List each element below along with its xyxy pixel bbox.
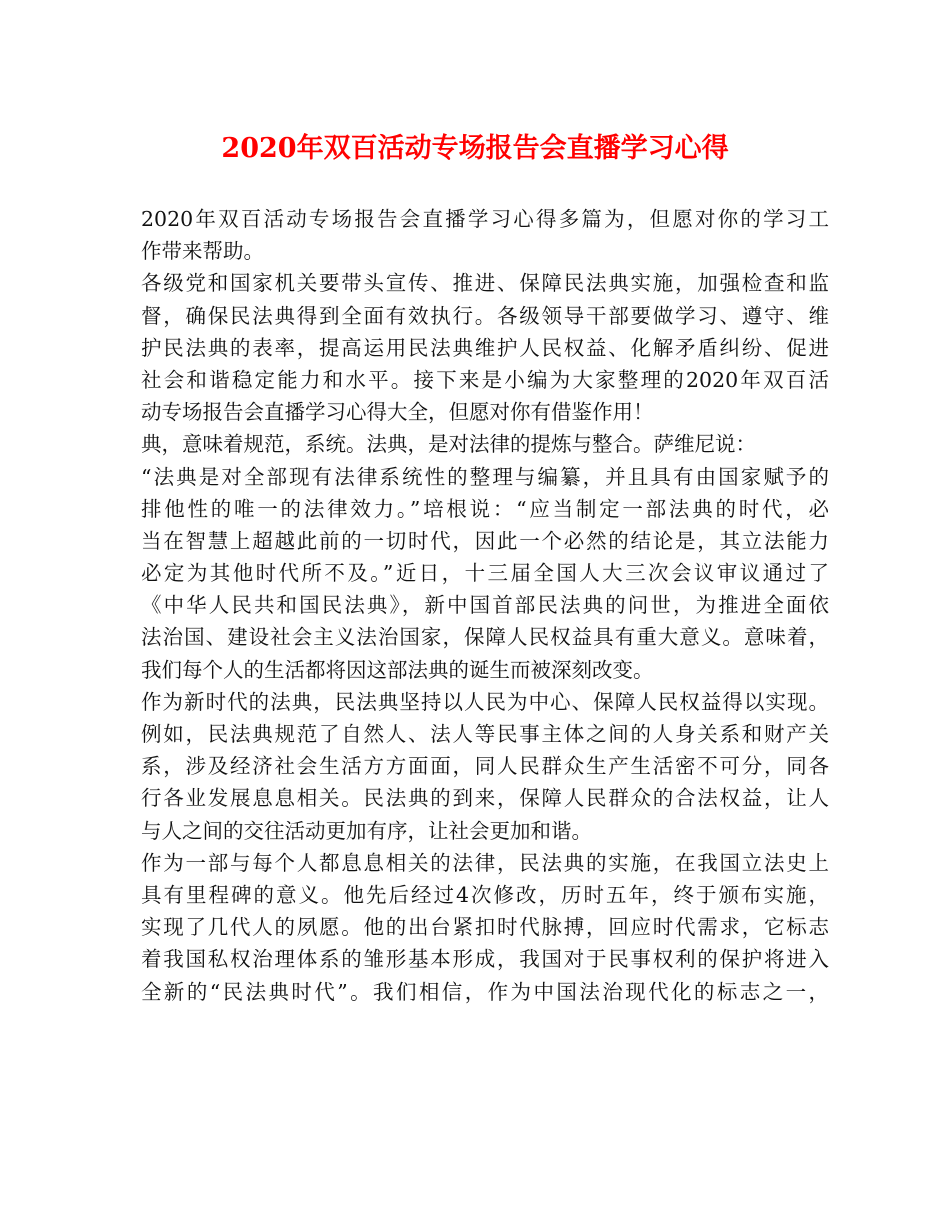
document-title: 2020年双百活动专场报告会直播学习心得 — [221, 133, 729, 164]
text-line: 作为新时代的法典，民法典坚持以人民为中心、保障人民权益得以实现。 — [141, 689, 829, 714]
text-line: 护民法典的表率，提高运用民法典维护人民权益、化解矛盾纠纷、促进 — [141, 335, 829, 360]
text-line: 必定为其他时代所不及。”近日，十三届全国人大三次会议审议通过了 — [141, 561, 829, 586]
text-line: 2020年双百活动专场报告会直播学习心得多篇为，但愿对你的学习工 — [141, 207, 829, 231]
text-line: 着我国私权治理体系的雏形基本形成，我国对于民事权利的保护将进入 — [141, 947, 829, 972]
text-line: 实现了几代人的夙愿。他的出台紧扣时代脉搏，回应时代需求，它标志 — [141, 915, 829, 940]
text-line: 排他性的唯一的法律效力。”培根说：“应当制定一部法典的时代，必 — [141, 496, 829, 521]
text-line: 各级党和国家机关要带头宣传、推进、保障民法典实施，加强检查和监 — [141, 271, 829, 296]
text-line: 作为一部与每个人都息息相关的法律，民法典的实施，在我国立法史上 — [141, 850, 829, 875]
text-line: 动专场报告会直播学习心得大全，但愿对你有借鉴作用！ — [141, 400, 654, 425]
text-line: 系，涉及经济社会生活方方面面，同人民群众生产生活密不可分，同各 — [141, 754, 829, 779]
text-line: 具有里程碑的意义。他先后经过4次修改，历时五年，终于颁布实施， — [141, 882, 829, 907]
text-line: 全新的“民法典时代”。我们相信，作为中国法治现代化的标志之一， — [141, 979, 829, 1004]
document-body — [141, 203, 829, 1008]
text-line: 作带来帮助。 — [141, 239, 264, 264]
text-line: 典，意味着规范，系统。法典，是对法律的提炼与整合。萨维尼说： — [141, 432, 756, 457]
text-line: “法典是对全部现有法律系统性的整理与编纂，并且具有由国家赋予的 — [141, 464, 829, 489]
text-line: 我们每个人的生活都将因这部法典的诞生而被深刻改变。 — [141, 657, 654, 682]
text-line: 《中华人民共和国民法典》，新中国首部民法典的问世，为推进全面依 — [141, 593, 829, 618]
text-line: 行各业发展息息相关。民法典的到来，保障人民群众的合法权益，让人 — [141, 786, 829, 811]
text-line: 社会和谐稳定能力和水平。接下来是小编为大家整理的2020年双百活 — [141, 367, 829, 392]
text-line: 与人之间的交往活动更加有序，让社会更加和谐。 — [141, 818, 592, 843]
text-line: 法治国、建设社会主义法治国家，保障人民权益具有重大意义。意味着， — [141, 625, 829, 650]
text-line: 当在智慧上超越此前的一切时代，因此一个必然的结论是，其立法能力 — [141, 528, 829, 553]
text-line: 督，确保民法典得到全面有效执行。各级领导干部要做学习、遵守、维 — [141, 303, 829, 328]
text-line: 例如，民法典规范了自然人、法人等民事主体之间的人身关系和财产关 — [141, 722, 829, 746]
